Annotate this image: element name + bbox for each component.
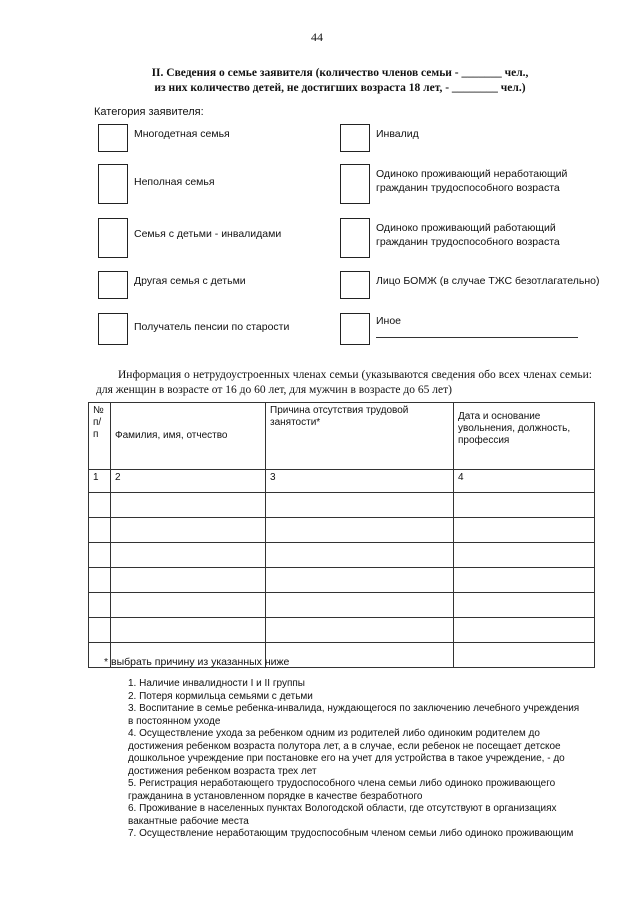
table-row[interactable]	[89, 493, 595, 518]
checkbox-single-unemployed[interactable]	[340, 164, 370, 204]
label-large-family: Многодетная семья	[134, 128, 230, 140]
checkbox-pensioner[interactable]	[98, 313, 128, 345]
table-row[interactable]	[89, 518, 595, 543]
header-full-name: Фамилия, имя, отчество	[111, 403, 266, 470]
unemployed-members-table	[88, 402, 595, 668]
category-label: Категория заявителя:	[94, 106, 204, 118]
list-item: 4. Осуществление ухода за ребенком одним из родителей либо одиноким родителем до достижения ребенком возраста полутора лет, а в случае, если ребенок не посещает детское дошкольное учреждение при постановке его на учет для устройства в такое учреждение, - до достижения ребенком возраста трех лет	[128, 728, 565, 777]
reasons-list	[128, 678, 586, 841]
checkbox-large-family[interactable]	[98, 124, 128, 152]
label-other-family: Другая семья с детьми	[134, 275, 246, 287]
list-item: 3. Воспитание в семье ребенка-инвалида, нуждающегося по заключению лечебного учреждения в постоянном уходе	[128, 703, 580, 727]
header-number: № п/ п	[89, 403, 111, 470]
table-header-row	[89, 403, 595, 470]
checkbox-single-employed[interactable]	[340, 218, 370, 258]
col-number-3: 3	[266, 470, 454, 493]
col-number-1: 1	[89, 470, 111, 493]
label-pensioner: Получатель пенсии по старости	[134, 321, 290, 333]
col-number-4: 4	[454, 470, 595, 493]
checkbox-homeless[interactable]	[340, 271, 370, 299]
label-single-unemployed: Одиноко проживающий неработающий гражданин трудоспособного возраста	[376, 168, 568, 194]
list-item: 2. Потеря кормильца семьями с детьми	[128, 690, 313, 702]
checkbox-single-parent[interactable]	[98, 164, 128, 204]
table-row[interactable]	[89, 543, 595, 568]
section-title-line-1: II. Сведения о семье заявителя (количество членов семьи - _______ чел.,	[151, 67, 529, 79]
table-number-row	[89, 470, 595, 493]
label-other: Иное	[376, 315, 402, 327]
table-row[interactable]	[89, 618, 595, 643]
label-homeless: Лицо БОМЖ (в случае ТЖС безотлагательно)	[376, 275, 600, 287]
header-dismissal: Дата и основание увольнения, должность, профессия	[454, 403, 595, 470]
other-input-line[interactable]	[376, 337, 578, 338]
checkbox-disabled-person[interactable]	[340, 124, 370, 152]
checkbox-other-family[interactable]	[98, 271, 128, 299]
list-item: 5. Регистрация неработающего трудоспособного члена семьи либо одиноко проживающего гражданина в установленном порядке в качестве безработного	[128, 778, 556, 802]
checkbox-disabled-children[interactable]	[98, 218, 128, 258]
label-single-employed: Одиноко проживающий работающий гражданин трудоспособного возраста	[376, 222, 560, 248]
header-reason: Причина отсутствия трудовой занятости*	[266, 403, 454, 470]
col-number-2: 2	[111, 470, 266, 493]
list-item: 6. Проживание в населенных пунктах Вологодской области, где отсутствуют в организациях вакантные рабочие места	[128, 803, 557, 827]
footnote: * выбрать причину из указанных ниже	[104, 656, 290, 668]
table-row[interactable]	[89, 593, 595, 618]
section-title	[90, 66, 590, 96]
info-text: Информация о нетрудоустроенных членах семьи (указываются сведения обо всех членах семьи: для женщин в возрасте от 16 до 60 лет, для мужчин в возрасте до 65 лет)	[96, 369, 592, 396]
label-disabled-person: Инвалид	[376, 128, 419, 140]
page-number: 44	[311, 30, 323, 44]
section-title-line-2: из них количество детей, не достигших возраста 18 лет, - ________ чел.)	[154, 82, 526, 94]
list-item: 1. Наличие инвалидности I и II группы	[128, 678, 305, 689]
info-paragraph	[96, 368, 592, 398]
table-row[interactable]	[89, 568, 595, 593]
label-disabled-children: Семья с детьми - инвалидами	[134, 228, 282, 240]
list-item: 7. Осуществление неработающим трудоспособным членом семьи либо одиноко проживающим	[128, 828, 574, 839]
checkbox-other[interactable]	[340, 313, 370, 345]
label-single-parent: Неполная семья	[134, 176, 215, 188]
